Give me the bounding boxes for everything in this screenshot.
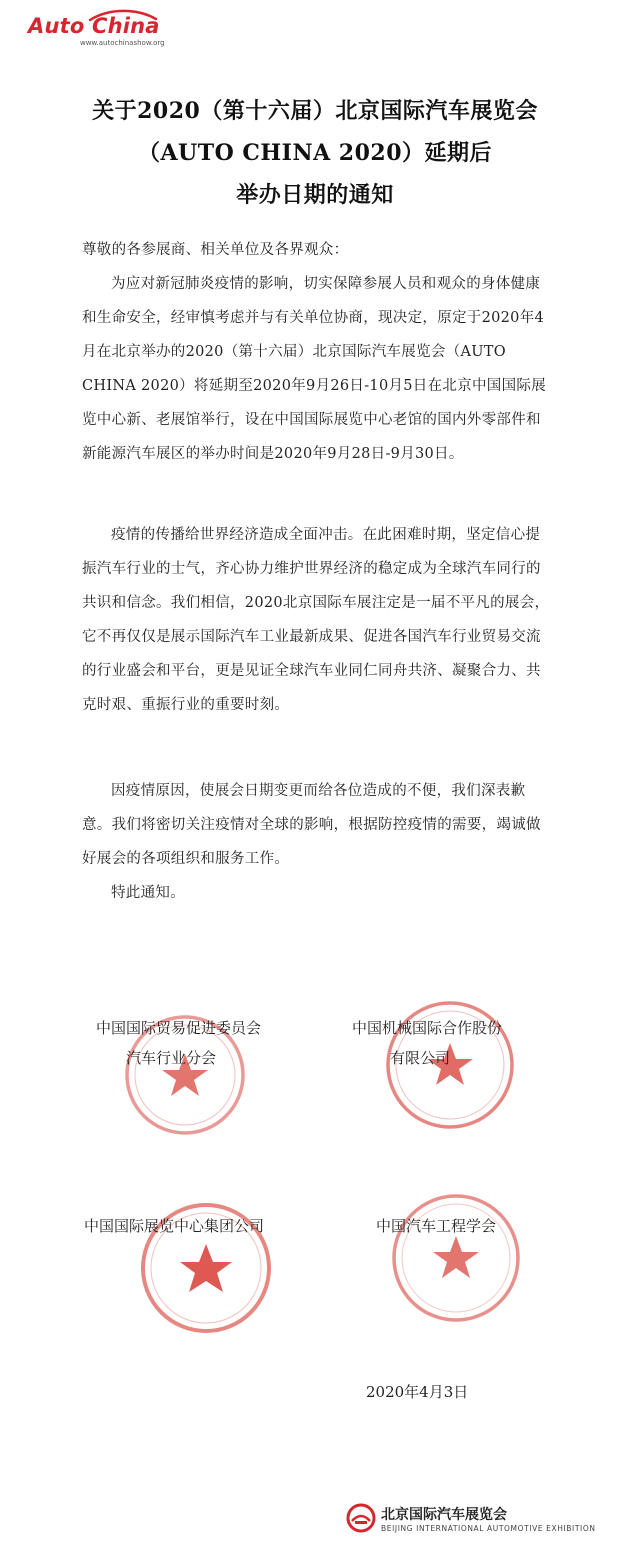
brand-website: www.autochinashow.org bbox=[80, 39, 165, 47]
closing-line: 特此通知。 bbox=[111, 885, 185, 901]
paragraph-1: 为应对新冠肺炎疫情的影响，切实保障参展人员和观众的身体健康和生命安全，经审慎考虑并与有关单位协商，现决定，原定于2020年4月在北京举办的2020（第十六届）北京国际汽车展览会（AUTO CHINA 2020）将延期至2020年9月26日-10月5日在北京中国国际展览中心新、老展馆举行，设在中国国际展览中心老馆的国内外零部件和新能源汽车展区的举办时间是2020年9月28日-9月30日。 bbox=[82, 276, 546, 462]
car-silhouette-icon bbox=[88, 8, 158, 22]
footer-name-cn: 北京国际汽车展览会 bbox=[381, 1507, 507, 1523]
paragraph-3: 因疫情原因，使展会日期变更而给各位造成的不便，我们深表歉意。我们将密切关注疫情对全球的影响，根据防控疫情的需要，竭诚做好展会的各项组织和服务工作。 bbox=[82, 783, 541, 867]
signatory-1-line-2: 汽车行业分会 bbox=[126, 1049, 217, 1067]
exhibition-logo-icon bbox=[346, 1503, 376, 1533]
salutation: 尊敬的各参展商、相关单位及各界观众： bbox=[82, 242, 349, 258]
signatory-2-line-1: 中国机械国际合作股份 bbox=[352, 1019, 503, 1037]
official-seal-icon bbox=[386, 1188, 526, 1328]
notice-title-line-1: 关于2020（第十六届）北京国际汽车展览会 bbox=[92, 98, 538, 124]
notice-date: 2020年4月3日 bbox=[366, 1383, 469, 1401]
auto-china-logo bbox=[28, 14, 165, 47]
notice-title-line-3: 举办日期的通知 bbox=[236, 182, 394, 208]
signatory-3: 中国国际展览中心集团公司 bbox=[84, 1217, 265, 1235]
paragraph-2: 疫情的传播给世界经济造成全面冲击。在此困难时期，坚定信心提振汽车行业的士气，齐心协力维护世界经济的稳定成为全球汽车同行的共识和信念。我们相信，2020北京国际车展注定是一届不平凡的展会，它不再仅仅是展示国际汽车工业最新成果、促进各国汽车行业贸易交流的行业盛会和平台，更是见证全球汽车业同仁同舟共济、凝聚合力、共克时艰、重振行业的重要时刻。 bbox=[82, 527, 550, 713]
brand-name: Auto China bbox=[28, 14, 160, 38]
signatory-2-line-2: 有限公司 bbox=[390, 1049, 451, 1067]
footer-name-en: BEIJING INTERNATIONAL AUTOMOTIVE EXHIBITION bbox=[381, 1524, 596, 1533]
signatory-1-line-1: 中国国际贸易促进委员会 bbox=[96, 1019, 262, 1037]
signatory-4: 中国汽车工程学会 bbox=[376, 1217, 497, 1235]
notice-title-line-2: （AUTO CHINA 2020）延期后 bbox=[137, 140, 493, 166]
